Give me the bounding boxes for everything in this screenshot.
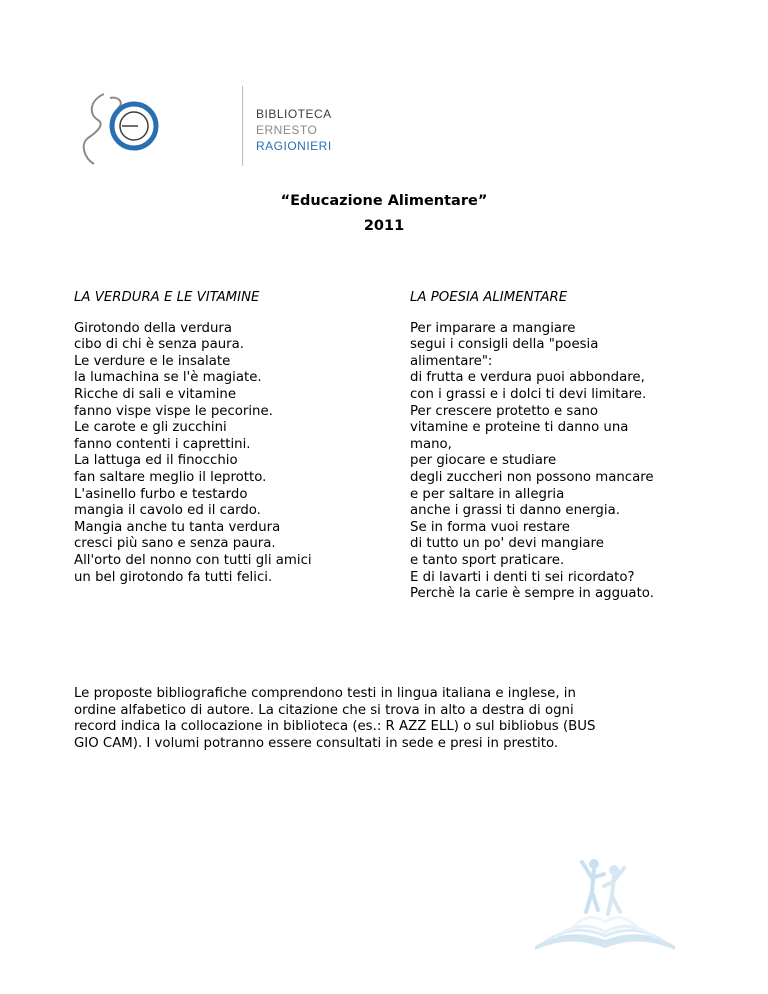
poem-line: un bel girotondo fa tutti felici. — [74, 569, 273, 585]
poem-line: Girotondo della verdura — [74, 320, 233, 336]
poem-left — [74, 290, 374, 586]
poem-line: con i grassi e i dolci ti devi limitare. — [410, 386, 647, 402]
bibliography-note — [74, 686, 704, 752]
logo-divider — [242, 86, 243, 166]
poem-line: vitamine e proteine ti danno una — [410, 420, 629, 436]
poem-line: di frutta e verdura puoi abbondare, — [410, 370, 645, 386]
document-title: “Educazione Alimentare” — [280, 193, 488, 209]
poem-line: degli zuccheri non possono mancare — [410, 469, 654, 485]
poem-line: Perchè la carie è sempre in agguato. — [410, 586, 654, 602]
poem-line: e per saltare in allegria — [410, 486, 565, 502]
poem-line: mangia il cavolo ed il cardo. — [74, 503, 261, 519]
poem-line: Mangia anche tu tanta verdura — [74, 519, 281, 535]
poem-line: di tutto un po' devi mangiare — [410, 536, 604, 552]
poem-line: per giocare e studiare — [410, 453, 557, 469]
library-logo — [76, 84, 332, 168]
poem-line: fan saltare meglio il leprotto. — [74, 469, 267, 485]
poem-line: Per crescere protetto e sano — [410, 403, 599, 419]
poem-line: Le verdure e le insalate — [74, 353, 231, 369]
poem-line: fanno vispe vispe le pecorine. — [74, 403, 273, 419]
note-line: ordine alfabetico di autore. La citazione che si trova in alto a destra di ogni — [74, 702, 574, 718]
poem-line: e tanto sport praticare. — [410, 552, 565, 568]
poem-line: alimentare": — [410, 353, 493, 369]
poem-left-title: LA VERDURA E LE VITAMINE — [74, 290, 260, 305]
document-year: 2011 — [363, 218, 405, 234]
poem-line: Ricche di sali e vitamine — [74, 386, 237, 402]
logo-line-2: ERNESTO — [256, 123, 318, 137]
decoration — [530, 856, 680, 952]
poem-left-lines — [74, 321, 374, 587]
poem-right-title: LA POESIA ALIMENTARE — [410, 290, 568, 305]
poem-right-lines — [410, 321, 710, 603]
poem-line: Le carote e gli zucchini — [74, 420, 227, 436]
poem-line: mano, — [410, 436, 452, 452]
open-book-children-icon — [530, 856, 680, 952]
poem-line: la lumachina se l'è magiate. — [74, 370, 262, 386]
library-logo-icon — [76, 84, 166, 168]
poem-line: cresci più sano e senza paura. — [74, 536, 276, 552]
poem-line: All'orto del nonno con tutti gli amici — [74, 552, 312, 568]
logo-line-3: RAGIONIERI — [256, 139, 332, 153]
logo-line-1: BIBLIOTECA — [256, 107, 332, 121]
poem-line: anche i grassi ti danno energia. — [410, 503, 620, 519]
poem-line: Per imparare a mangiare — [410, 320, 576, 336]
poem-line: fanno contenti i caprettini. — [74, 436, 251, 452]
note-line: Le proposte bibliografiche comprendono testi in lingua italiana e inglese, in — [74, 686, 576, 701]
poem-line: cibo di chi è senza paura. — [74, 337, 244, 353]
poem-right — [410, 290, 710, 603]
note-line: record indica la collocazione in biblioteca (es.: R AZZ ELL) o sul bibliobus (BUS — [74, 719, 596, 735]
poem-line: E di lavarti i denti ti sei ricordato? — [410, 569, 635, 585]
poem-line: La lattuga ed il finocchio — [74, 453, 238, 469]
poem-line: segui i consigli della "poesia — [410, 337, 599, 353]
note-line: GIO CAM). I volumi potranno essere consultati in sede e presi in prestito. — [74, 735, 559, 751]
poem-line: Se in forma vuoi restare — [410, 519, 570, 535]
logo-text — [256, 106, 332, 154]
poem-line: L'asinello furbo e testardo — [74, 486, 248, 502]
